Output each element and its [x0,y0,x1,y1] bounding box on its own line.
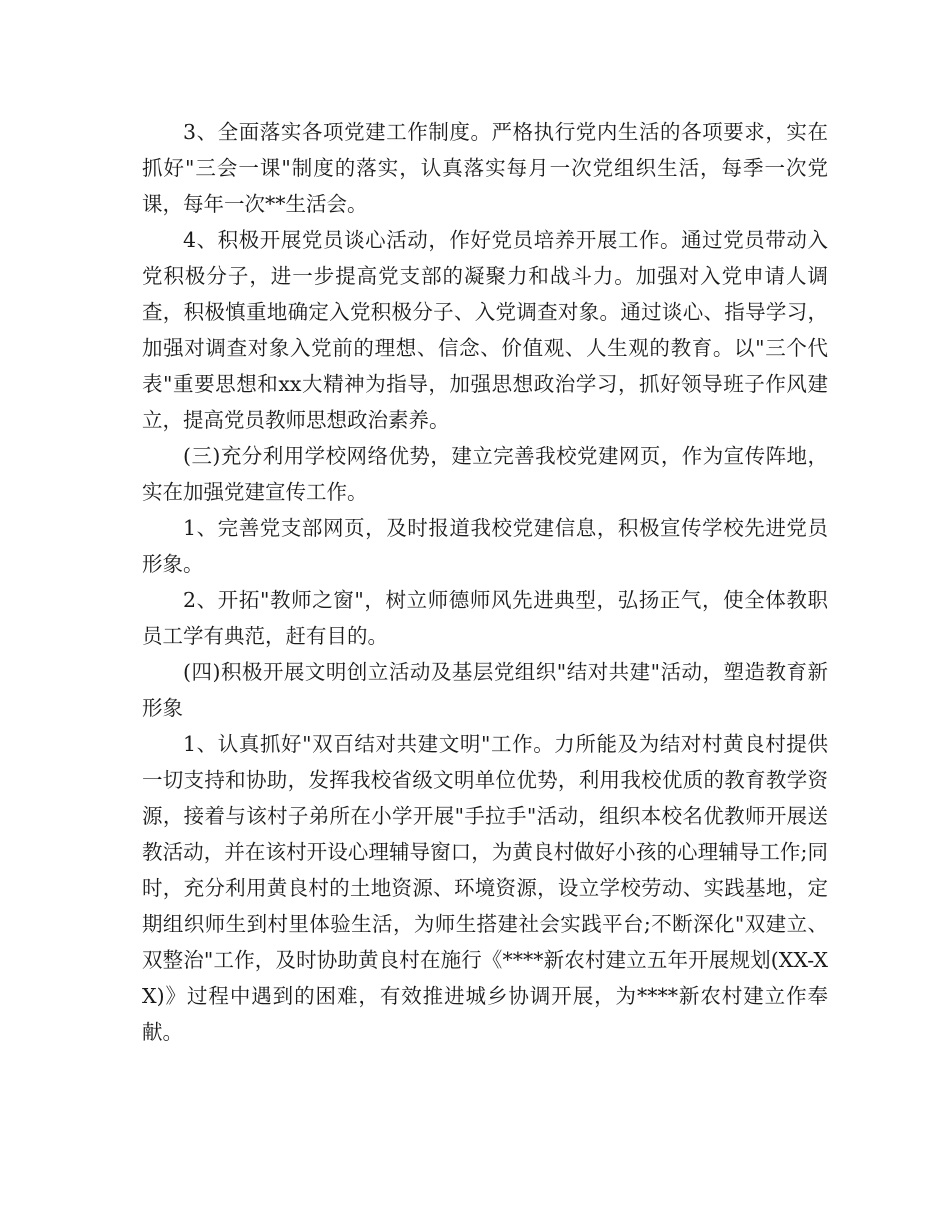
paragraph-network-heading: (三)充分利用学校网络优势，建立完善我校党建网页，作为宣传阵地，实在加强党建宣传工作。 [142,444,828,504]
paragraph-pairing-work: 1、认真抓好"双百结对共建文明"工作。力所能及为结对村黄良村提供一切支持和协助，发挥我校省级文明单位优势，利用我校优质的教育教学资源，接着与该村子弟所在小学开展"手拉手"活动，组织本校名优教师开展送教活动，并在该村开设心理辅导窗口，为黄良村做好小孩的心理辅导工作;同时，充分利用黄良村的土地资源、环境资源，设立学校劳动、实践基地，定期组织师生到村里体验生活，为师生搭建社会实践平台;不断深化"双建立、双整治"工作，及时协助黄良村在施行《****新农村建立五年开展规划(XX-XX)》过程中遇到的困难，有效推进城乡协调开展，为****新农村建立作奉献。 [142,732,828,1044]
paragraph-teacher-window: 2、开拓"教师之窗"，树立师德师风先进典型，弘扬正气，使全体教职员工学有典范，赶有目的。 [142,588,828,648]
paragraph-party-system: 3、全面落实各项党建工作制度。严格执行党内生活的各项要求，实在抓好"三会一课"制度的落实，认真落实每月一次党组织生活，每季一次党课，每年一次**生活会。 [142,120,828,216]
document-body [142,114,828,1050]
paragraph-member-talks: 4、积极开展党员谈心活动，作好党员培养开展工作。通过党员带动入党积极分子，进一步提高党支部的凝聚力和战斗力。加强对入党申请人调查，积极慎重地确定入党积极分子、入党调查对象。通过谈心、指导学习，加强对调查对象入党前的理想、信念、价值观、人生观的教育。以"三个代表"重要思想和xx大精神为指导，加强思想政治学习，抓好领导班子作风建立，提高党员教师思想政治素养。 [142,228,828,432]
paragraph-branch-webpage: 1、完善党支部网页，及时报道我校党建信息，积极宣传学校先进党员形象。 [142,516,828,576]
paragraph-civilization-heading: (四)积极开展文明创立活动及基层党组织"结对共建"活动，塑造教育新形象 [142,660,828,720]
